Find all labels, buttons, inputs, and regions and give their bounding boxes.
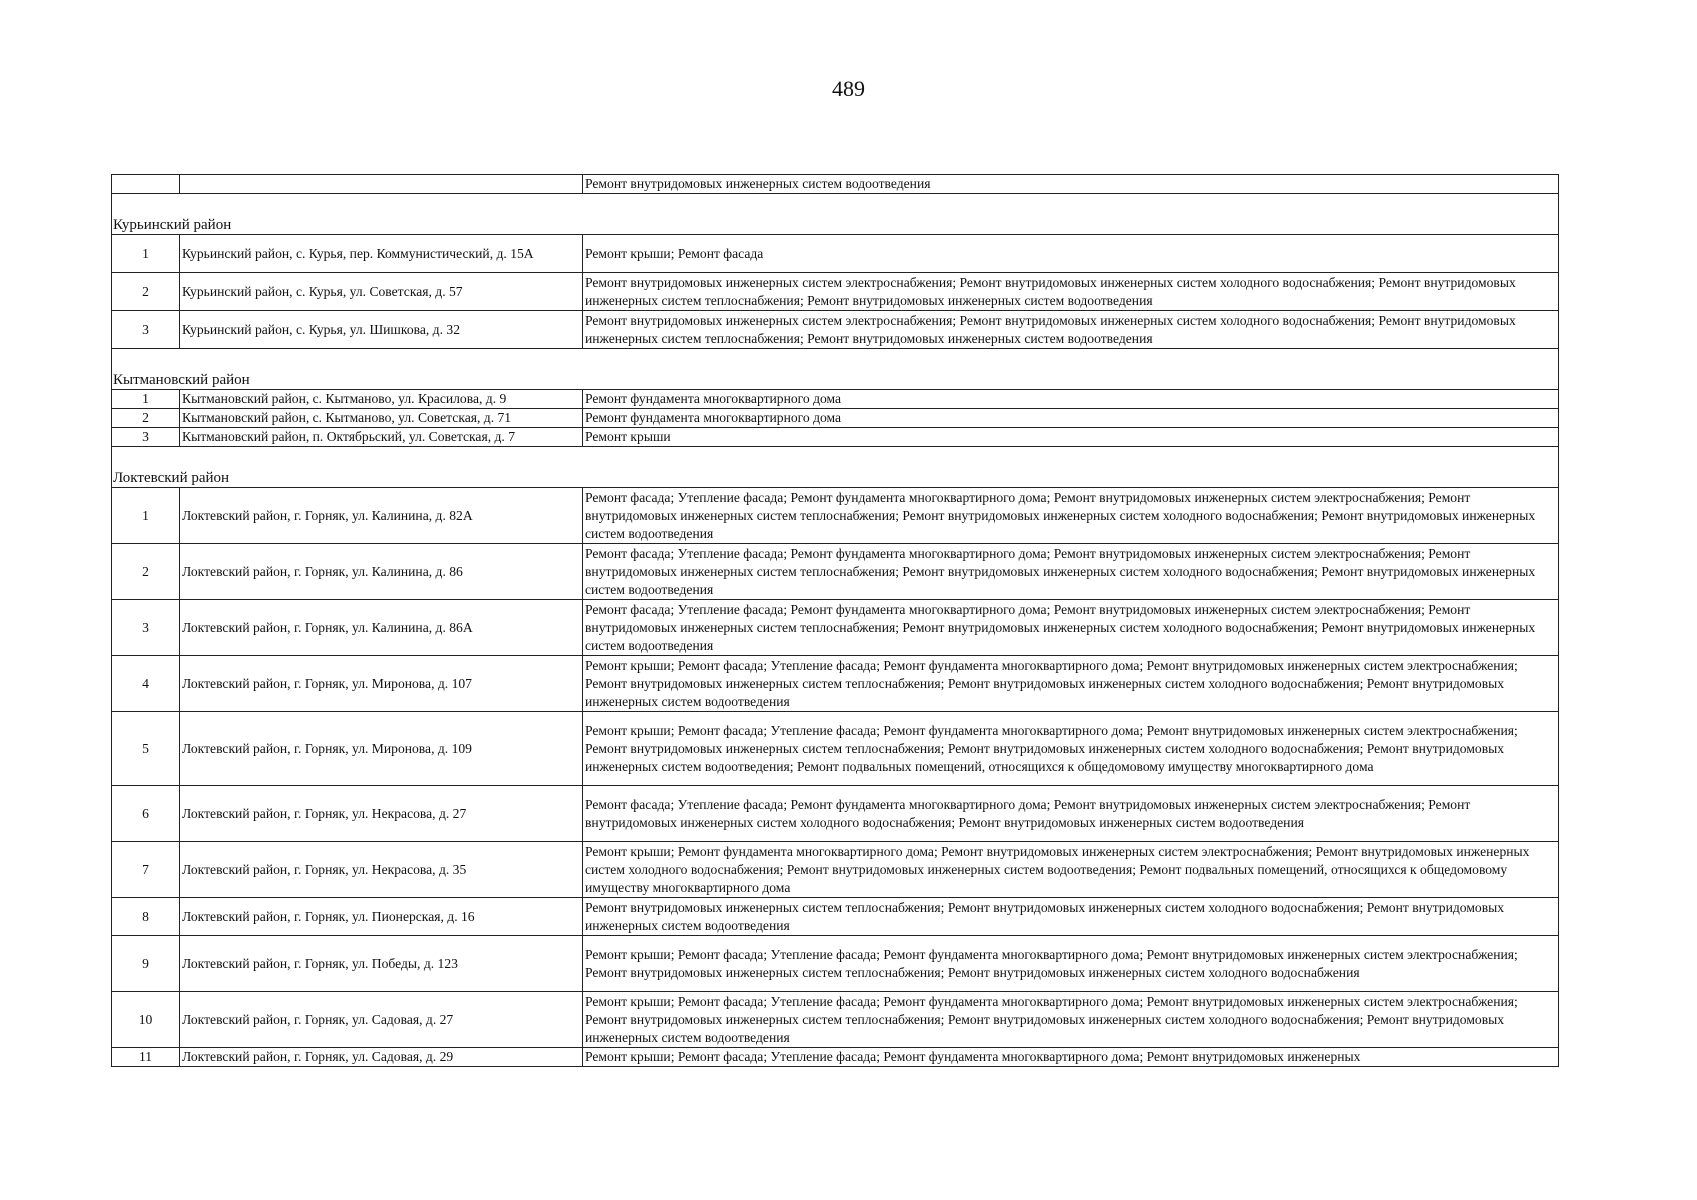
table-row bbox=[112, 311, 1559, 349]
repair-table bbox=[111, 174, 1559, 1067]
row-address: Локтевский район, г. Горняк, ул. Некрасова, д. 35 bbox=[180, 842, 583, 898]
table-row bbox=[112, 656, 1559, 712]
row-works: Ремонт фасада; Утепление фасада; Ремонт фундамента многоквартирного дома; Ремонт внутридомовых инженерных систем электроснабжения; Ремонт внутридомовых инженерных систем теплоснабжения; Ремонт внутридомовых инженерных систем холодного водоснабжения; Ремонт внутридомовых инженерных систем водоотведения bbox=[583, 488, 1559, 544]
row-number bbox=[112, 175, 180, 194]
table-row bbox=[112, 409, 1559, 428]
table-row bbox=[112, 1048, 1559, 1067]
row-address: Кытмановский район, с. Кытманово, ул. Красилова, д. 9 bbox=[180, 390, 583, 409]
row-number: 2 bbox=[112, 409, 180, 428]
table-row bbox=[112, 235, 1559, 273]
table-row bbox=[112, 936, 1559, 992]
row-works: Ремонт крыши; Ремонт фасада; Утепление фасада; Ремонт фундамента многоквартирного дома; Ремонт внутридомовых инженерных систем электроснабжения; Ремонт внутридомовых инженерных систем теплоснабжения; Ремонт внутридомовых инженерных систем холодного водоснабжения; Ремонт внутридомовых инженерных систем водоотведения; Ремонт подвальных помещений, относящихся к общедомовому имуществу многоквартирного дома bbox=[583, 712, 1559, 786]
table-row bbox=[112, 712, 1559, 786]
row-number: 8 bbox=[112, 898, 180, 936]
row-works: Ремонт внутридомовых инженерных систем теплоснабжения; Ремонт внутридомовых инженерных систем холодного водоснабжения; Ремонт внутридомовых инженерных систем водоотведения bbox=[583, 898, 1559, 936]
row-number: 2 bbox=[112, 544, 180, 600]
row-works: Ремонт крыши; Ремонт фасада; Утепление фасада; Ремонт фундамента многоквартирного дома; Ремонт внутридомовых инженерных систем электроснабжения; Ремонт внутридомовых инженерных систем теплоснабжения; Ремонт внутридомовых инженерных систем холодного водоснабжения; Ремонт внутридомовых инженерных систем водоотведения bbox=[583, 656, 1559, 712]
row-address: Локтевский район, г. Горняк, ул. Садовая, д. 29 bbox=[180, 1048, 583, 1067]
row-works: Ремонт фасада; Утепление фасада; Ремонт фундамента многоквартирного дома; Ремонт внутридомовых инженерных систем электроснабжения; Ремонт внутридомовых инженерных систем теплоснабжения; Ремонт внутридомовых инженерных систем холодного водоснабжения; Ремонт внутридомовых инженерных систем водоотведения bbox=[583, 544, 1559, 600]
row-address: Локтевский район, г. Горняк, ул. Пионерская, д. 16 bbox=[180, 898, 583, 936]
table-row bbox=[112, 390, 1559, 409]
row-address: Локтевский район, г. Горняк, ул. Победы, д. 123 bbox=[180, 936, 583, 992]
row-number: 2 bbox=[112, 273, 180, 311]
row-works: Ремонт крыши; Ремонт фасада bbox=[583, 235, 1559, 273]
row-number: 5 bbox=[112, 712, 180, 786]
table-row bbox=[112, 898, 1559, 936]
row-address: Курьинский район, с. Курья, ул. Советская, д. 57 bbox=[180, 273, 583, 311]
table-row bbox=[112, 992, 1559, 1048]
district-header bbox=[112, 349, 1559, 390]
district-header bbox=[112, 447, 1559, 488]
row-number: 3 bbox=[112, 600, 180, 656]
district-name: Курьинский район bbox=[112, 194, 1559, 235]
row-works: Ремонт крыши; Ремонт фасада; Утепление фасада; Ремонт фундамента многоквартирного дома; Ремонт внутридомовых инженерных систем электроснабжения; Ремонт внутридомовых инженерных систем теплоснабжения; Ремонт внутридомовых инженерных систем холодного водоснабжения bbox=[583, 936, 1559, 992]
row-works: Ремонт крыши bbox=[583, 428, 1559, 447]
row-number: 10 bbox=[112, 992, 180, 1048]
row-works: Ремонт внутридомовых инженерных систем электроснабжения; Ремонт внутридомовых инженерных систем холодного водоснабжения; Ремонт внутридомовых инженерных систем теплоснабжения; Ремонт внутридомовых инженерных систем водоотведения bbox=[583, 311, 1559, 349]
page-number: 489 bbox=[832, 76, 865, 101]
row-address: Кытмановский район, с. Кытманово, ул. Советская, д. 71 bbox=[180, 409, 583, 428]
row-address: Курьинский район, с. Курья, ул. Шишкова, д. 32 bbox=[180, 311, 583, 349]
table-row bbox=[112, 273, 1559, 311]
row-address: Локтевский район, г. Горняк, ул. Калинина, д. 82А bbox=[180, 488, 583, 544]
row-works: Ремонт фундамента многоквартирного дома bbox=[583, 409, 1559, 428]
row-number: 7 bbox=[112, 842, 180, 898]
row-number: 1 bbox=[112, 390, 180, 409]
row-address: Локтевский район, г. Горняк, ул. Калинина, д. 86 bbox=[180, 544, 583, 600]
row-works: Ремонт крыши; Ремонт фундамента многоквартирного дома; Ремонт внутридомовых инженерных систем электроснабжения; Ремонт внутридомовых инженерных систем холодного водоснабжения; Ремонт внутридомовых инженерных систем водоотведения; Ремонт подвальных помещений, относящихся к общедомовому имуществу многоквартирного дома bbox=[583, 842, 1559, 898]
row-address: Кытмановский район, п. Октябрьский, ул. Советская, д. 7 bbox=[180, 428, 583, 447]
row-number: 1 bbox=[112, 235, 180, 273]
row-works: Ремонт крыши; Ремонт фасада; Утепление фасада; Ремонт фундамента многоквартирного дома; Ремонт внутридомовых инженерных bbox=[583, 1048, 1559, 1067]
row-address: Локтевский район, г. Горняк, ул. Миронова, д. 107 bbox=[180, 656, 583, 712]
row-address: Локтевский район, г. Горняк, ул. Миронова, д. 109 bbox=[180, 712, 583, 786]
row-works: Ремонт крыши; Ремонт фасада; Утепление фасада; Ремонт фундамента многоквартирного дома; Ремонт внутридомовых инженерных систем электроснабжения; Ремонт внутридомовых инженерных систем теплоснабжения; Ремонт внутридомовых инженерных систем холодного водоснабжения; Ремонт внутридомовых инженерных систем водоотведения bbox=[583, 992, 1559, 1048]
row-address: Локтевский район, г. Горняк, ул. Калинина, д. 86А bbox=[180, 600, 583, 656]
row-address: Курьинский район, с. Курья, пер. Коммунистический, д. 15А bbox=[180, 235, 583, 273]
district-name: Локтевский район bbox=[112, 447, 1559, 488]
table-row bbox=[112, 786, 1559, 842]
row-address: Локтевский район, г. Горняк, ул. Некрасова, д. 27 bbox=[180, 786, 583, 842]
row-number: 3 bbox=[112, 311, 180, 349]
table-row bbox=[112, 544, 1559, 600]
row-number: 3 bbox=[112, 428, 180, 447]
table-row bbox=[112, 428, 1559, 447]
district-header bbox=[112, 194, 1559, 235]
district-name: Кытмановский район bbox=[112, 349, 1559, 390]
row-number: 4 bbox=[112, 656, 180, 712]
table-body bbox=[112, 175, 1559, 1067]
row-works: Ремонт внутридомовых инженерных систем электроснабжения; Ремонт внутридомовых инженерных систем холодного водоснабжения; Ремонт внутридомовых инженерных систем теплоснабжения; Ремонт внутридомовых инженерных систем водоотведения bbox=[583, 273, 1559, 311]
row-number: 6 bbox=[112, 786, 180, 842]
row-works: Ремонт внутридомовых инженерных систем водоотведения bbox=[583, 175, 1559, 194]
row-number: 1 bbox=[112, 488, 180, 544]
table-row bbox=[112, 600, 1559, 656]
row-address: Локтевский район, г. Горняк, ул. Садовая, д. 27 bbox=[180, 992, 583, 1048]
row-works: Ремонт фасада; Утепление фасада; Ремонт фундамента многоквартирного дома; Ремонт внутридомовых инженерных систем электроснабжения; Ремонт внутридомовых инженерных систем теплоснабжения; Ремонт внутридомовых инженерных систем холодного водоснабжения; Ремонт внутридомовых инженерных систем водоотведения bbox=[583, 600, 1559, 656]
table-row bbox=[112, 842, 1559, 898]
table-row bbox=[112, 488, 1559, 544]
row-works: Ремонт фасада; Утепление фасада; Ремонт фундамента многоквартирного дома; Ремонт внутридомовых инженерных систем электроснабжения; Ремонт внутридомовых инженерных систем холодного водоснабжения; Ремонт внутридомовых инженерных систем водоотведения bbox=[583, 786, 1559, 842]
row-number: 11 bbox=[112, 1048, 180, 1067]
table-row bbox=[112, 175, 1559, 194]
row-number: 9 bbox=[112, 936, 180, 992]
row-works: Ремонт фундамента многоквартирного дома bbox=[583, 390, 1559, 409]
row-address bbox=[180, 175, 583, 194]
